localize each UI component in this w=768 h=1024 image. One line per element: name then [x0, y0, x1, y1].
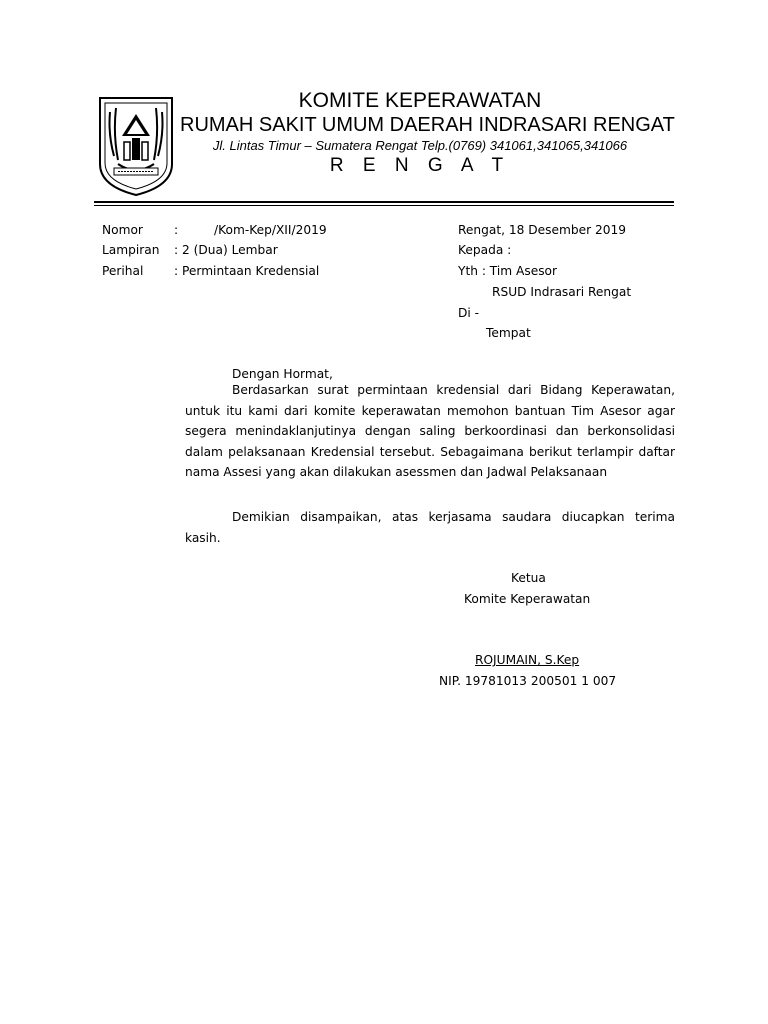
city-name: R E N G A T [329, 155, 511, 176]
recipient-tempat: Tempat [486, 326, 531, 340]
signatory-nip: NIP. 19781013 200501 1 007 [439, 674, 617, 688]
signature-unit: Komite Keperawatan [464, 592, 591, 606]
signatory-name: ROJUMAIN, S.Kep [475, 653, 580, 667]
recipient-yth: Yth : Tim Asesor [458, 264, 558, 278]
kepada-label: Kepada : [458, 243, 512, 257]
perihal-value: : Permintaan Kredensial [174, 264, 320, 278]
letter-date: Rengat, 18 Desember 2019 [458, 223, 626, 237]
signature-role: Ketua [511, 571, 546, 585]
salutation: Dengan Hormat, [232, 367, 333, 381]
recipient-org: RSUD Indrasari Rengat [492, 285, 632, 299]
body-paragraph-2: Demikian disampaikan, atas kerjasama saudara diucapkan terima kasih. [185, 510, 675, 545]
nomor-label: Nomor [102, 223, 143, 237]
hospital-name: RUMAH SAKIT UMUM DAERAH INDRASARI RENGAT [180, 114, 675, 136]
body-paragraph-1: Berdasarkan surat permintaan kredensial dari Bidang Keperawatan, untuk itu kami dari komite keperawatan memohon bantuan Tim Asesor agar segera menindaklanjutinya dengan saling berkoordinasi dan berkonsolidasi dalam pelaksanaan Kredensial tersebut. Sebagaimana berikut terlampir daftar nama Assesi yang akan dilakukan asessmen dan Jadwal Pelaksanaan [185, 383, 675, 480]
nomor-separator: : [174, 223, 179, 237]
lampiran-label: Lampiran [102, 243, 160, 257]
address-line: Jl. Lintas Timur – Sumatera Rengat Telp.(0769) 341061,341065,341066 [212, 138, 628, 153]
lampiran-value: : 2 (Dua) Lembar [174, 243, 278, 257]
nomor-value: /Kom-Kep/XII/2019 [214, 223, 327, 237]
header-divider-thin [94, 205, 674, 206]
regency-crest-icon [96, 94, 176, 198]
committee-title: KOMITE KEPERAWATAN [298, 89, 542, 112]
recipient-di: Di - [458, 306, 480, 320]
header-divider [94, 201, 674, 203]
perihal-label: Perihal [102, 264, 144, 278]
